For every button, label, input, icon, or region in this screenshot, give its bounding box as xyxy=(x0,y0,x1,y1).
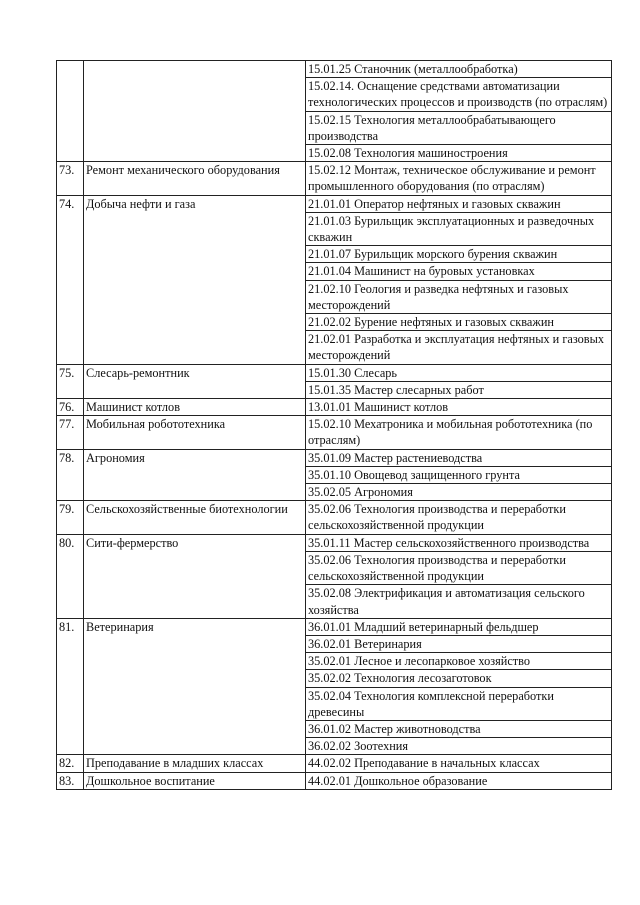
row-number: 79. xyxy=(57,501,84,534)
competency-name: Добыча нефти и газа xyxy=(84,195,306,364)
specialty-item: 21.01.01 Оператор нефтяных и газовых скважин xyxy=(306,195,612,212)
row-number: 83. xyxy=(57,772,84,789)
table-row xyxy=(57,534,612,551)
table-row xyxy=(57,449,612,466)
specialty-item: 36.01.02 Мастер животноводства xyxy=(306,720,612,737)
specialty-item: 15.02.15 Технология металлообрабатывающего производства xyxy=(306,111,612,144)
specialty-item: 15.02.10 Мехатроника и мобильная робототехника (по отраслям) xyxy=(306,416,612,449)
specialty-item: 21.01.03 Бурильщик эксплуатационных и разведочных скважин xyxy=(306,212,612,245)
table-row xyxy=(57,195,612,212)
competency-name: Ветеринария xyxy=(84,618,306,755)
row-number: 77. xyxy=(57,416,84,449)
table-row xyxy=(57,618,612,635)
specialty-item: 36.02.02 Зоотехния xyxy=(306,738,612,755)
row-number: 76. xyxy=(57,399,84,416)
specialty-item: 35.01.09 Мастер растениеводства xyxy=(306,449,612,466)
table-row xyxy=(57,772,612,789)
specialty-item: 21.01.04 Машинист на буровых установках xyxy=(306,263,612,280)
specialty-item: 44.02.01 Дошкольное образование xyxy=(306,772,612,789)
row-number: 80. xyxy=(57,534,84,618)
specialty-item: 35.01.11 Мастер сельскохозяйственного производства xyxy=(306,534,612,551)
competency-name: Дошкольное воспитание xyxy=(84,772,306,789)
specialty-item: 21.02.10 Геология и разведка нефтяных и газовых месторождений xyxy=(306,280,612,313)
table-row xyxy=(57,416,612,449)
specialty-item: 35.02.04 Технология комплексной переработки древесины xyxy=(306,687,612,720)
specialty-item: 21.01.07 Бурильщик морского бурения скважин xyxy=(306,246,612,263)
specialty-item: 35.02.05 Агрономия xyxy=(306,484,612,501)
competency-name: Мобильная робототехника xyxy=(84,416,306,449)
specialty-item: 15.01.25 Станочник (металлообработка) xyxy=(306,61,612,78)
specialty-item: 35.02.06 Технология производства и переработки сельскохозяйственной продукции xyxy=(306,551,612,584)
specialty-item: 21.02.01 Разработка и эксплуатация нефтяных и газовых месторождений xyxy=(306,331,612,364)
document-page xyxy=(56,60,611,790)
row-number: 82. xyxy=(57,755,84,772)
specialty-item: 15.01.30 Слесарь xyxy=(306,364,612,381)
specialty-item: 15.02.14. Оснащение средствами автоматизации технологических процессов и производств (по отраслям) xyxy=(306,78,612,111)
specialty-item: 35.02.08 Электрификация и автоматизация сельского хозяйства xyxy=(306,585,612,618)
specialty-item: 35.02.02 Технология лесозаготовок xyxy=(306,670,612,687)
specialty-item: 15.02.12 Монтаж, техническое обслуживание и ремонт промышленного оборудования (по отраслям) xyxy=(306,162,612,195)
row-number: 73. xyxy=(57,162,84,195)
specialty-item: 35.02.06 Технология производства и переработки сельскохозяйственной продукции xyxy=(306,501,612,534)
table-row xyxy=(57,364,612,381)
row-number: 74. xyxy=(57,195,84,364)
table-row xyxy=(57,755,612,772)
table-row xyxy=(57,162,612,195)
table-body xyxy=(57,61,612,790)
row-number: 78. xyxy=(57,449,84,501)
specialty-item: 15.01.35 Мастер слесарных работ xyxy=(306,381,612,398)
table-row xyxy=(57,61,612,78)
competency-name: Сельскохозяйственные биотехнологии xyxy=(84,501,306,534)
competency-name: Агрономия xyxy=(84,449,306,501)
specialty-item: 21.02.02 Бурение нефтяных и газовых скважин xyxy=(306,314,612,331)
specialties-table xyxy=(56,60,612,790)
specialty-item: 36.01.01 Младший ветеринарный фельдшер xyxy=(306,618,612,635)
specialty-item: 35.01.10 Овощевод защищенного грунта xyxy=(306,466,612,483)
row-number xyxy=(57,61,84,162)
table-row xyxy=(57,501,612,534)
specialty-item: 36.02.01 Ветеринария xyxy=(306,635,612,652)
row-number: 81. xyxy=(57,618,84,755)
specialty-item: 13.01.01 Машинист котлов xyxy=(306,399,612,416)
competency-name: Машинист котлов xyxy=(84,399,306,416)
competency-name: Слесарь-ремонтник xyxy=(84,364,306,398)
specialty-item: 35.02.01 Лесное и лесопарковое хозяйство xyxy=(306,653,612,670)
competency-name xyxy=(84,61,306,162)
specialty-item: 15.02.08 Технология машиностроения xyxy=(306,145,612,162)
competency-name: Сити-фермерство xyxy=(84,534,306,618)
table-row xyxy=(57,399,612,416)
row-number: 75. xyxy=(57,364,84,398)
competency-name: Ремонт механического оборудования xyxy=(84,162,306,195)
competency-name: Преподавание в младших классах xyxy=(84,755,306,772)
specialty-item: 44.02.02 Преподавание в начальных классах xyxy=(306,755,612,772)
